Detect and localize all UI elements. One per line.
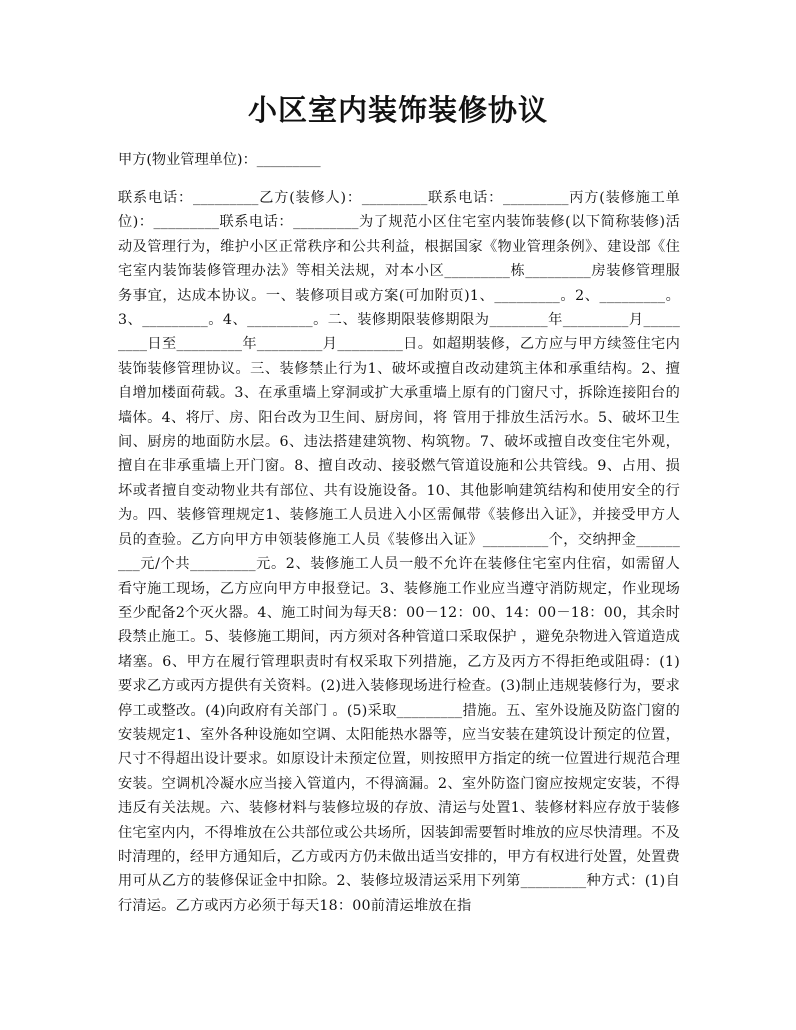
document-title: 小区室内装饰装修协议 <box>247 93 548 127</box>
party-a-line: 甲方(物业管理单位)：_________ <box>118 152 321 168</box>
agreement-body-text: 联系电话：_________乙方(装修人)：_________联系电话：_________丙方(装修施工单位)：_________联系电话：_________为了规范小区住宅室内装饰装修(以下简称装修)活动及管理行为，维护小区正常秩序和公共利益，根据国家《物业管理条例》、建设部《住宅室内装饰装修管理办法》等相关法规，对本小区_________栋_________房装修管理服务事宜，达成本协议。一、装修项目或方案(可加附页)1、_________。2、_________。3、_________。4、_________。二、装修期限装修期限为________年_________月_________日至_________年_________月_________日。如超期装修，乙方应与甲方续签住宅内装饰装修管理协议。三、装修禁止行为1、破坏或擅自改动建筑主体和承重结构。2、擅自增加楼面荷载。3、在承重墙上穿洞或扩大承重墙上原有的门窗尺寸，拆除连接阳台的墙体。4、将厅、房、阳台改为卫生间、厨房间，将 管用于排放生活污水。5、破坏卫生间、厨房的地面防水层。6、违法搭建建筑物、构筑物。7、破坏或擅自改变住宅外观，擅自在非承重墙上开门窗。8、擅自改动、接驳燃气管道设施和公共管线。9、占用、损坏或者擅自变动物业共有部位、共有设施设备。10、其他影响建筑结构和使用安全的行为。四、装修管理规定1、装修施工人员进入小区需佩带《装修出入证》，并接受甲方人员的查验。乙方向甲方申领装修施工人员《装修出入证》_________个，交纳押金_________元/个共_________元。2、装修施工人员一般不允许在装修住宅室内住宿，如需留人看守施工现场，乙方应向甲方申报登记。3、装修施工作业应当遵守消防规定，作业现场至少配备2个灭火器。4、施工时间为每天8：00－12：00、14：00－18：00，其余时段禁止施工。5、装修施工期间，丙方须对各种管道口采取保护 ，避免杂物进入管道造成堵塞。6、甲方在履行管理职责时有权采取下列措施，乙方及丙方不得拒绝或阻碍：(1)要求乙方或丙方提供有关资料。(2)进入装修现场进行检查。(3)制止违规装修行为，要求停工或整改。(4)向政府有关部门 。(5)采取_________措施。五、室外设施及防盗门窗的安装规定1、室外各种设施如空调、太阳能热水器等，应当安装在建筑设计预定的位置，尺寸不得超出设计要求。如原设计未预定位置，则按照甲方指定的统一位置进行规范合理安装。空调机冷凝水应当接入管道内，不得滴漏。2、室外防盗门窗应按规定安装，不得违反有关法规。六、装修材料与装修垃圾的存放、清运与处置1、装修材料应存放于装修住宅室内内，不得堆放在公共部位或公共场所，因装卸需要暂时堆放的应尽快清理。不及时清理的，经甲方通知后，乙方或丙方仍未做出适当安排的，甲方有权进行处置，处置费用可从乙方的装修保证金中扣除。2、装修垃圾清运采用下列第_________种方式：(1)自行清运。乙方或丙方必须于每天18：00前清运堆放在指 <box>118 190 680 914</box>
